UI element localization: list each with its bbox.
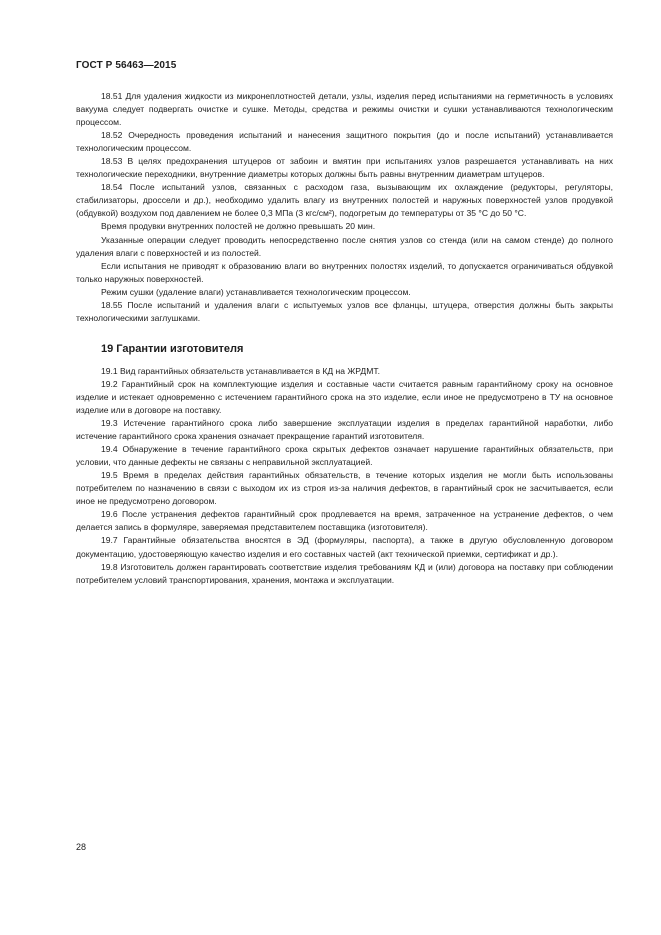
paragraph-18-52: 18.52 Очередность проведения испытаний и нанесения защитного покрытия (до и после испытаний) устанавливается технологическим процессом. bbox=[76, 130, 613, 154]
paragraph-19-2: 19.2 Гарантийный срок на комплектующие изделия и составные части считается равным гарантийному сроку на основное изделие и истекает одновременно с истечением гарантийного срока на это изделие, если иное не предусмотрено в ТУ на основное изделие или в договоре на поставку. bbox=[76, 378, 613, 415]
document-header: ГОСТ Р 56463—2015 bbox=[76, 60, 177, 71]
paragraph-19-8: 19.8 Изготовитель должен гарантировать соответствие изделия требованиям КД и (или) договора на поставку при соблюдении потребителем условий транспортирования, хранения, монтажа и эксплуатации. bbox=[76, 561, 613, 585]
paragraph-18-55: 18.55 После испытаний и удаления влаги с испытуемых узлов все фланцы, штуцера, отверстия должны быть закрыты технологическими заглушками. bbox=[76, 299, 613, 323]
paragraph-19-1: 19.1 Вид гарантийных обязательств устанавливается в КД на ЖРДМТ. bbox=[101, 365, 380, 376]
section-title: 19 Гарантии изготовителя bbox=[101, 342, 244, 355]
paragraph-18-54-purge-time: Время продувки внутренних полостей не должно превышать 20 мин. bbox=[101, 221, 376, 232]
page-number: 28 bbox=[76, 842, 87, 852]
paragraph-18-54-exterior: Если испытания не приводят к образованию влаги во внутренних полостях изделий, то допускается ограничиваться обдувкой только наружных поверхностей. bbox=[76, 260, 613, 284]
document-body bbox=[76, 90, 613, 587]
paragraph-18-54: 18.54 После испытаний узлов, связанных с расходом газа, вызывающим их охлаждение (редукторы, регуляторы, стабилизаторы, дроссели и др.), необходимо удалить влагу из внутренних полостей и наружных поверхностей узлов продувкой (обдувкой) воздухом под давлением не более 0,3 МПа (3 кгс/см²), подогретым до температуры от 35 °С до 50 °С. bbox=[76, 182, 613, 219]
paragraph-18-53: 18.53 В целях предохранения штуцеров от забоин и вмятин при испытаниях узлов разрешается устанавливать на них технологические переходники, внутренние диаметры которых должны быть равны внутренним диаметрам штуцеров. bbox=[76, 156, 613, 180]
paragraph-18-54-drying-mode: Режим сушки (удаление влаги) устанавливается технологическим процессом. bbox=[101, 286, 411, 297]
paragraph-19-7: 19.7 Гарантийные обязательства вносятся в ЭД (формуляры, паспорта), а также в другую обусловленную договором документацию, удостоверяющую качество изделия и его составных частей (акт технической приемки, сертификат и др.). bbox=[76, 535, 613, 559]
paragraph-19-5: 19.5 Время в пределах действия гарантийных обязательств, в течение которых изделия не могли быть использованы потребителем по назначению в связи с выходом их из строя из-за наличия дефектов, в гарантийный срок не засчитывается, если иное не предусмотрено договором. bbox=[76, 470, 613, 507]
paragraph-18-54-operations: Указанные операции следует проводить непосредственно после снятия узлов со стенда (или на самом стенде) до полного удаления влаги с поверхностей и из полостей. bbox=[76, 234, 613, 258]
paragraph-18-51: 18.51 Для удаления жидкости из микронеплотностей детали, узлы, изделия перед испытаниями на герметичность в условиях вакуума следует подвергать очистке и сушке. Методы, средства и режимы очистки и сушки устанавливаются технологическим процессом. bbox=[76, 91, 613, 128]
paragraph-19-3: 19.3 Истечение гарантийного срока либо завершение эксплуатации изделия в пределах гарантийной наработки, либо истечение гарантийного срока хранения означает прекращение гарантий изготовителя. bbox=[76, 418, 613, 442]
paragraph-19-6: 19.6 После устранения дефектов гарантийный срок продлевается на время, затраченное на устранение дефектов, о чем делается запись в формуляре, заверяемая представителем поставщика (изготовителя). bbox=[76, 509, 613, 533]
paragraph-19-4: 19.4 Обнаружение в течение гарантийного срока скрытых дефектов означает нарушение гарантийных обязательств, при условии, что данные дефекты не связаны с неправильной эксплуатацией. bbox=[76, 444, 613, 468]
